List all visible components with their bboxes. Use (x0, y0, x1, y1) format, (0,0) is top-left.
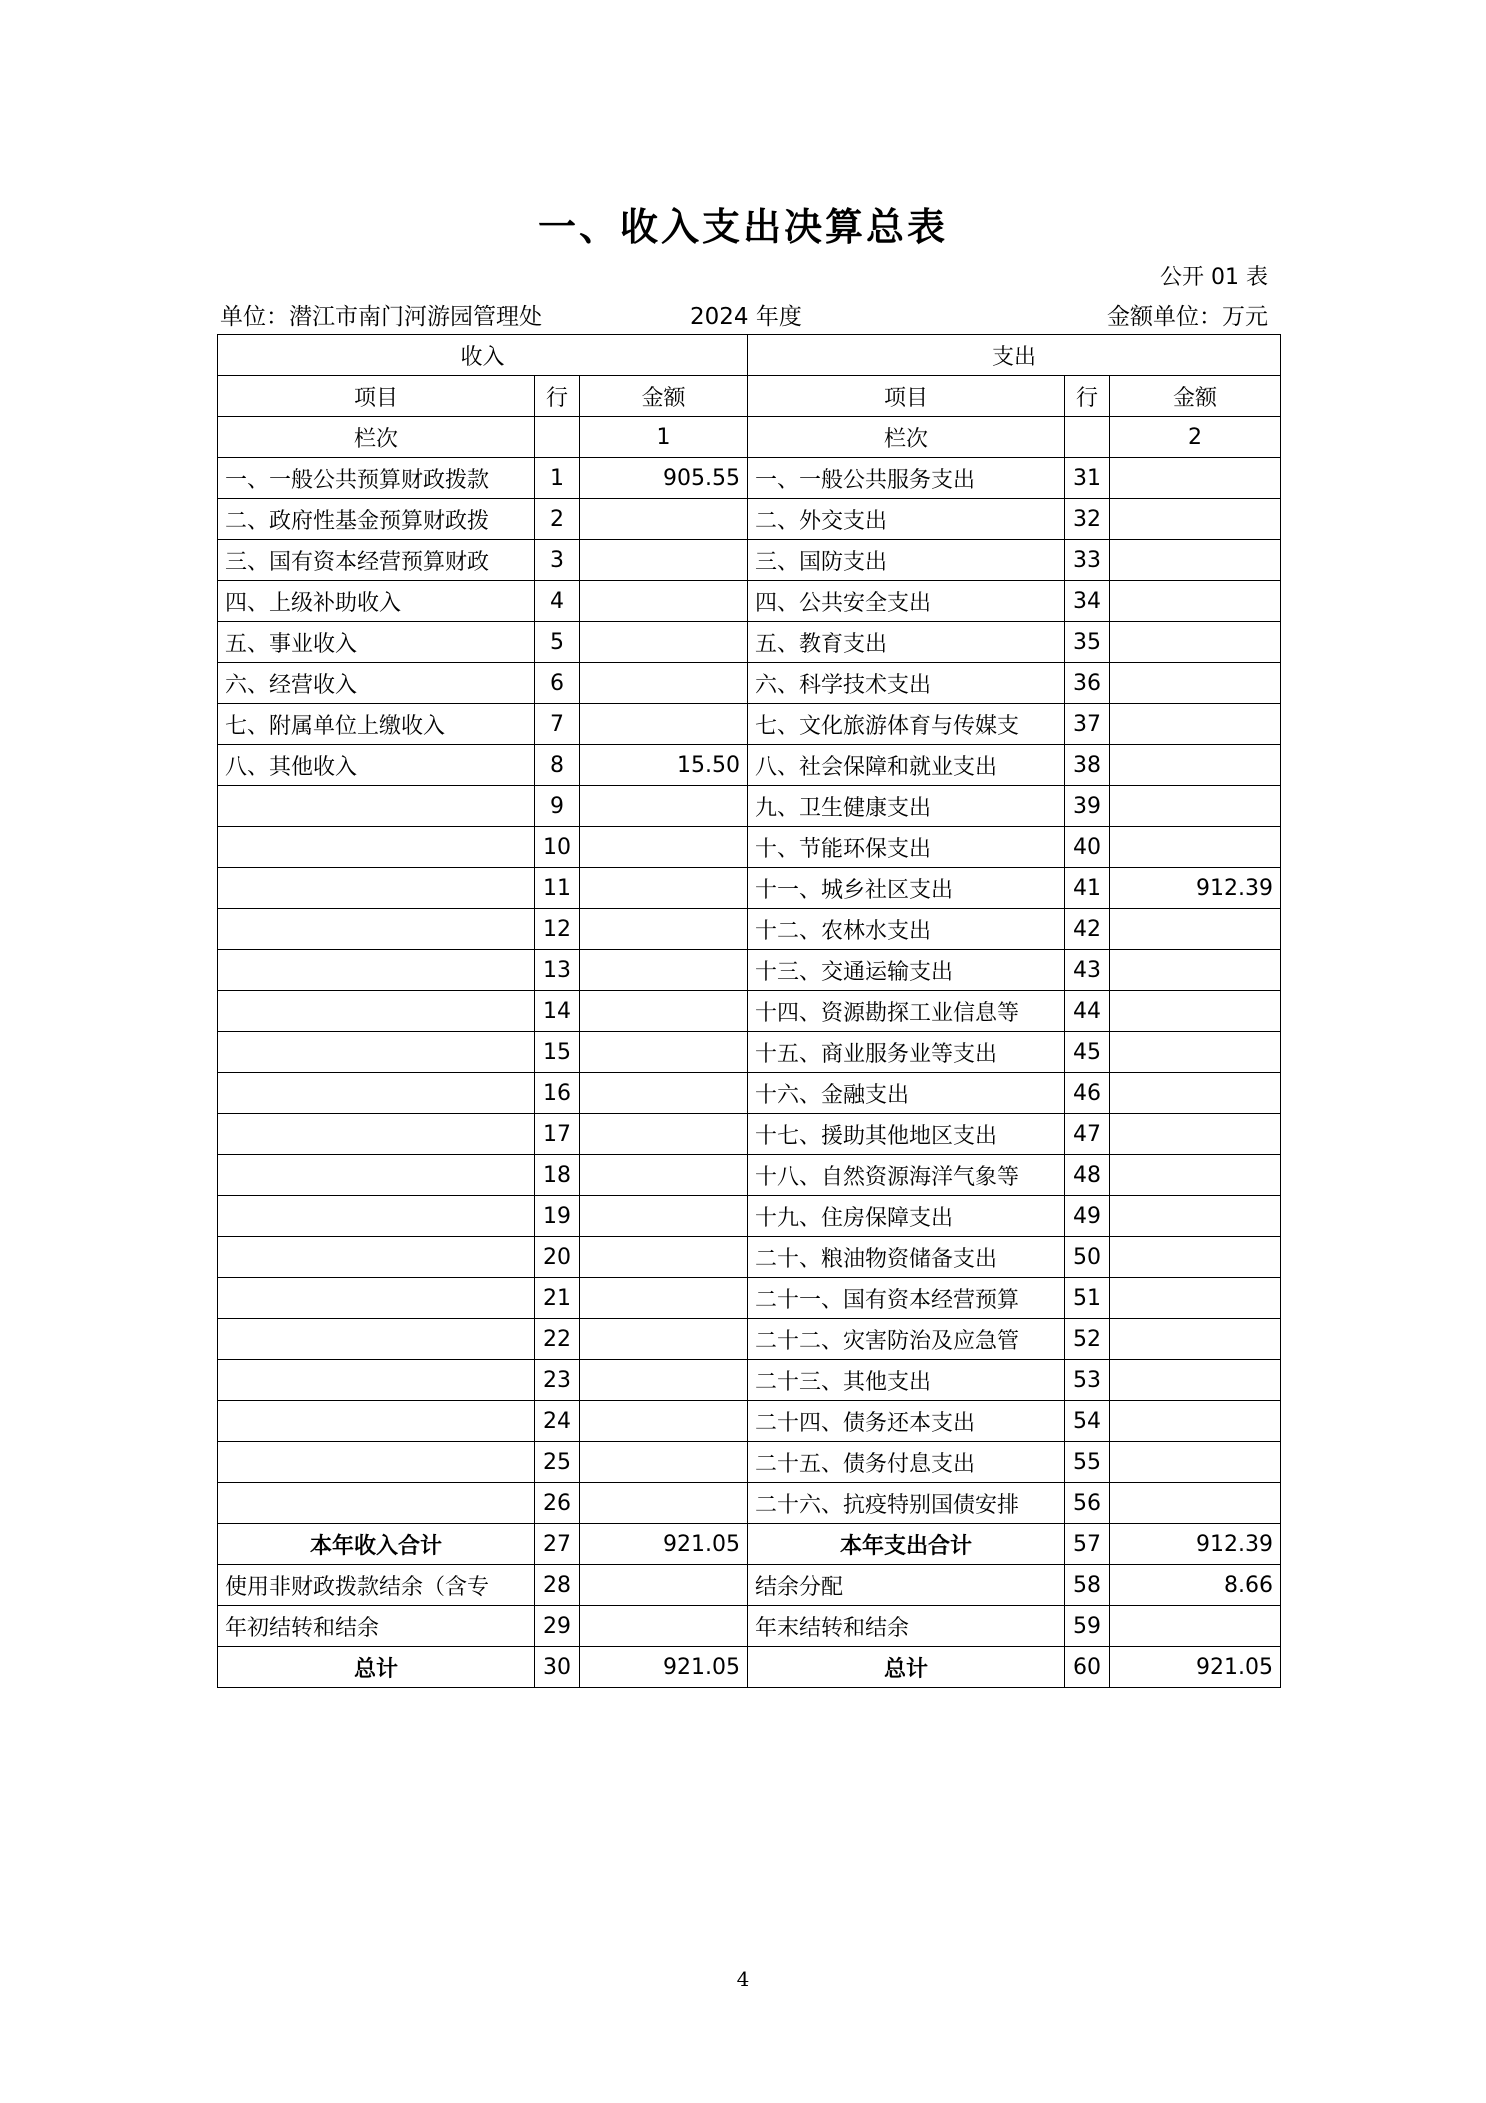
income-item-cell: 二、政府性基金预算财政拨 (218, 499, 535, 540)
expense-item-cell: 二十六、抗疫特别国债安排 (748, 1483, 1065, 1524)
expense-item-cell: 二十三、其他支出 (748, 1360, 1065, 1401)
expense-item-cell: 十、节能环保支出 (748, 827, 1065, 868)
column-header-row (218, 376, 1281, 417)
page-title: 一、收入支出决算总表 (537, 205, 948, 249)
expense-item-cell: 本年支出合计 (748, 1524, 1065, 1565)
income-item-cell (218, 1155, 535, 1196)
income-amount-cell: 921.05 (580, 1647, 748, 1688)
expense-item-cell: 十九、住房保障支出 (748, 1196, 1065, 1237)
budget-summary-table (217, 334, 1281, 1688)
income-row-cell: 15 (535, 1032, 580, 1073)
income-column-label: 栏次 (218, 417, 535, 458)
expense-row-cell: 45 (1065, 1032, 1110, 1073)
table-row (218, 581, 1281, 622)
expense-amount-cell (1110, 1401, 1281, 1442)
income-amount-cell (580, 991, 748, 1032)
table-row (218, 827, 1281, 868)
expense-item-cell: 十二、农林水支出 (748, 909, 1065, 950)
income-amount-cell (580, 581, 748, 622)
expense-amount-cell: 912.39 (1110, 868, 1281, 909)
income-row-cell: 12 (535, 909, 580, 950)
expense-amount-cell (1110, 1237, 1281, 1278)
income-item-cell (218, 1483, 535, 1524)
table-row (218, 1073, 1281, 1114)
expense-item-cell: 十六、金融支出 (748, 1073, 1065, 1114)
expense-row-cell: 38 (1065, 745, 1110, 786)
expense-amount-cell (1110, 1606, 1281, 1647)
expense-amount-cell: 921.05 (1110, 1647, 1281, 1688)
income-row-cell: 1 (535, 458, 580, 499)
income-amount-header: 金额 (580, 376, 748, 417)
income-amount-cell (580, 1237, 748, 1278)
expense-amount-cell (1110, 1278, 1281, 1319)
expense-row-cell: 39 (1065, 786, 1110, 827)
table-row (218, 1483, 1281, 1524)
table-row (218, 1524, 1281, 1565)
income-item-cell (218, 1237, 535, 1278)
income-row-cell: 8 (535, 745, 580, 786)
income-amount-cell: 921.05 (580, 1524, 748, 1565)
income-row-cell: 25 (535, 1442, 580, 1483)
expense-row-cell: 43 (1065, 950, 1110, 991)
income-amount-cell: 15.50 (580, 745, 748, 786)
expense-row-cell: 42 (1065, 909, 1110, 950)
income-item-cell (218, 991, 535, 1032)
expense-item-cell: 年末结转和结余 (748, 1606, 1065, 1647)
expense-row-cell: 58 (1065, 1565, 1110, 1606)
table-row (218, 540, 1281, 581)
income-item-cell (218, 1360, 535, 1401)
income-row-cell: 24 (535, 1401, 580, 1442)
expense-item-cell: 十七、援助其他地区支出 (748, 1114, 1065, 1155)
expense-item-cell: 十三、交通运输支出 (748, 950, 1065, 991)
unit-name: 单位：潜江市南门河游园管理处 (220, 304, 542, 330)
section-header-row (218, 335, 1281, 376)
expense-row-cell: 50 (1065, 1237, 1110, 1278)
table-row (218, 1647, 1281, 1688)
table-row (218, 786, 1281, 827)
expense-amount-cell (1110, 499, 1281, 540)
income-row-cell: 5 (535, 622, 580, 663)
income-item-cell (218, 1319, 535, 1360)
income-amount-cell (580, 1155, 748, 1196)
income-item-cell: 六、经营收入 (218, 663, 535, 704)
income-amount-cell (580, 786, 748, 827)
income-amount-cell (580, 1483, 748, 1524)
table-row (218, 458, 1281, 499)
income-item-cell (218, 827, 535, 868)
income-row-header: 行 (535, 376, 580, 417)
table-row (218, 1196, 1281, 1237)
income-row-cell: 23 (535, 1360, 580, 1401)
expense-amount-cell (1110, 540, 1281, 581)
expense-item-cell: 二十四、债务还本支出 (748, 1401, 1065, 1442)
income-amount-cell (580, 1073, 748, 1114)
income-item-cell (218, 1032, 535, 1073)
expense-amount-cell (1110, 458, 1281, 499)
expense-row-cell: 55 (1065, 1442, 1110, 1483)
expense-row-cell: 31 (1065, 458, 1110, 499)
expense-row-cell: 41 (1065, 868, 1110, 909)
expense-amount-cell (1110, 1073, 1281, 1114)
expense-row-cell: 33 (1065, 540, 1110, 581)
income-amount-cell (580, 1032, 748, 1073)
table-row (218, 950, 1281, 991)
expense-row-cell: 60 (1065, 1647, 1110, 1688)
income-amount-cell (580, 950, 748, 991)
income-item-cell (218, 950, 535, 991)
income-row-cell: 27 (535, 1524, 580, 1565)
expense-row-cell: 32 (1065, 499, 1110, 540)
income-row-cell: 30 (535, 1647, 580, 1688)
income-amount-cell (580, 540, 748, 581)
income-item-cell: 五、事业收入 (218, 622, 535, 663)
income-item-cell (218, 1073, 535, 1114)
income-row-cell: 29 (535, 1606, 580, 1647)
income-amount-cell (580, 868, 748, 909)
expense-row-cell: 48 (1065, 1155, 1110, 1196)
expense-item-cell: 二、外交支出 (748, 499, 1065, 540)
table-row (218, 663, 1281, 704)
page-number: 4 (736, 1967, 750, 1991)
expense-amount-cell (1110, 991, 1281, 1032)
expense-item-cell: 五、教育支出 (748, 622, 1065, 663)
income-amount-cell (580, 1360, 748, 1401)
income-item-cell: 一、一般公共预算财政拨款 (218, 458, 535, 499)
income-row-cell: 19 (535, 1196, 580, 1237)
expense-item-cell: 一、一般公共服务支出 (748, 458, 1065, 499)
expense-amount-cell (1110, 1196, 1281, 1237)
income-item-cell: 年初结转和结余 (218, 1606, 535, 1647)
expense-row-cell: 59 (1065, 1606, 1110, 1647)
table-row (218, 499, 1281, 540)
expense-amount-cell (1110, 1360, 1281, 1401)
expense-item-cell: 十四、资源勘探工业信息等 (748, 991, 1065, 1032)
income-item-cell: 四、上级补助收入 (218, 581, 535, 622)
income-item-cell: 使用非财政拨款结余（含专 (218, 1565, 535, 1606)
income-row-cell: 6 (535, 663, 580, 704)
income-amount-cell (580, 1114, 748, 1155)
income-row-cell: 16 (535, 1073, 580, 1114)
money-unit: 金额单位：万元 (1107, 304, 1268, 330)
table-row (218, 1360, 1281, 1401)
income-row-cell: 4 (535, 581, 580, 622)
income-amount-cell (580, 1278, 748, 1319)
income-item-header: 项目 (218, 376, 535, 417)
table-row (218, 1401, 1281, 1442)
expense-amount-cell (1110, 950, 1281, 991)
expense-row-cell: 34 (1065, 581, 1110, 622)
table-row (218, 1114, 1281, 1155)
income-amount-cell (580, 704, 748, 745)
expense-row-cell: 57 (1065, 1524, 1110, 1565)
expense-row-cell: 53 (1065, 1360, 1110, 1401)
income-item-cell (218, 1401, 535, 1442)
column-index-row (218, 417, 1281, 458)
expense-row-cell: 46 (1065, 1073, 1110, 1114)
income-amount-cell (580, 1565, 748, 1606)
income-amount-cell (580, 1401, 748, 1442)
expense-row-cell: 56 (1065, 1483, 1110, 1524)
expense-amount-cell (1110, 745, 1281, 786)
expense-header: 支出 (748, 335, 1281, 376)
expense-amount-cell (1110, 909, 1281, 950)
table-row (218, 622, 1281, 663)
expense-row-header: 行 (1065, 376, 1110, 417)
income-item-cell (218, 1196, 535, 1237)
expense-row-cell: 49 (1065, 1196, 1110, 1237)
income-row-cell: 11 (535, 868, 580, 909)
expense-amount-cell: 8.66 (1110, 1565, 1281, 1606)
income-item-cell: 本年收入合计 (218, 1524, 535, 1565)
expense-amount-cell (1110, 663, 1281, 704)
income-item-cell (218, 909, 535, 950)
expense-amount-cell (1110, 827, 1281, 868)
expense-item-cell: 结余分配 (748, 1565, 1065, 1606)
expense-amount-cell (1110, 1032, 1281, 1073)
expense-amount-cell: 912.39 (1110, 1524, 1281, 1565)
income-amount-cell (580, 1196, 748, 1237)
income-row-cell: 26 (535, 1483, 580, 1524)
income-column-number: 1 (580, 417, 748, 458)
expense-row-cell: 47 (1065, 1114, 1110, 1155)
income-row-cell: 18 (535, 1155, 580, 1196)
income-row-cell: 13 (535, 950, 580, 991)
expense-amount-cell (1110, 581, 1281, 622)
income-row-cell: 21 (535, 1278, 580, 1319)
expense-amount-cell (1110, 622, 1281, 663)
table-row (218, 1319, 1281, 1360)
income-row-cell: 17 (535, 1114, 580, 1155)
income-amount-cell (580, 622, 748, 663)
expense-row-cell: 37 (1065, 704, 1110, 745)
expense-item-cell: 总计 (748, 1647, 1065, 1688)
income-amount-cell (580, 1442, 748, 1483)
income-item-cell: 三、国有资本经营预算财政 (218, 540, 535, 581)
expense-amount-cell (1110, 1114, 1281, 1155)
expense-amount-cell (1110, 704, 1281, 745)
table-row (218, 1606, 1281, 1647)
expense-item-cell: 二十一、国有资本经营预算 (748, 1278, 1065, 1319)
expense-item-cell: 二十五、债务付息支出 (748, 1442, 1065, 1483)
expense-item-cell: 六、科学技术支出 (748, 663, 1065, 704)
expense-column-label: 栏次 (748, 417, 1065, 458)
expense-row-cell: 44 (1065, 991, 1110, 1032)
income-row-cell: 2 (535, 499, 580, 540)
income-row-cell: 22 (535, 1319, 580, 1360)
income-item-cell (218, 1442, 535, 1483)
income-row-cell: 20 (535, 1237, 580, 1278)
table-row (218, 909, 1281, 950)
expense-item-cell: 十八、自然资源海洋气象等 (748, 1155, 1065, 1196)
table-row (218, 704, 1281, 745)
table-row (218, 868, 1281, 909)
expense-amount-cell (1110, 1155, 1281, 1196)
expense-item-cell: 十一、城乡社区支出 (748, 868, 1065, 909)
expense-row-cell: 54 (1065, 1401, 1110, 1442)
expense-row-cell: 40 (1065, 827, 1110, 868)
fiscal-year: 2024 年度 (690, 304, 802, 330)
expense-row-cell: 52 (1065, 1319, 1110, 1360)
income-row-cell: 10 (535, 827, 580, 868)
income-item-cell: 七、附属单位上缴收入 (218, 704, 535, 745)
expense-column-number: 2 (1110, 417, 1281, 458)
expense-amount-cell (1110, 786, 1281, 827)
table-number: 公开 01 表 (1160, 265, 1268, 290)
table-row (218, 1155, 1281, 1196)
table-row (218, 1032, 1281, 1073)
expense-item-header: 项目 (748, 376, 1065, 417)
income-amount-cell (580, 909, 748, 950)
income-item-cell: 总计 (218, 1647, 535, 1688)
income-row-cell: 14 (535, 991, 580, 1032)
income-row-cell: 28 (535, 1565, 580, 1606)
expense-item-cell: 二十二、灾害防治及应急管 (748, 1319, 1065, 1360)
expense-item-cell: 二十、粮油物资储备支出 (748, 1237, 1065, 1278)
income-amount-cell (580, 499, 748, 540)
table-row (218, 991, 1281, 1032)
income-amount-cell (580, 1606, 748, 1647)
income-row-cell: 7 (535, 704, 580, 745)
expense-amount-cell (1110, 1442, 1281, 1483)
expense-item-cell: 三、国防支出 (748, 540, 1065, 581)
expense-row-cell: 51 (1065, 1278, 1110, 1319)
income-amount-cell (580, 663, 748, 704)
table-row (218, 1442, 1281, 1483)
income-row-cell: 9 (535, 786, 580, 827)
expense-amount-cell (1110, 1319, 1281, 1360)
expense-amount-header: 金额 (1110, 376, 1281, 417)
expense-row-cell: 35 (1065, 622, 1110, 663)
income-item-cell (218, 786, 535, 827)
income-amount-cell: 905.55 (580, 458, 748, 499)
expense-item-cell: 七、文化旅游体育与传媒支 (748, 704, 1065, 745)
table-row (218, 1237, 1281, 1278)
income-item-cell (218, 1114, 535, 1155)
income-row-cell: 3 (535, 540, 580, 581)
expense-item-cell: 八、社会保障和就业支出 (748, 745, 1065, 786)
expense-item-cell: 九、卫生健康支出 (748, 786, 1065, 827)
expense-item-cell: 十五、商业服务业等支出 (748, 1032, 1065, 1073)
empty-cell (535, 417, 580, 458)
income-amount-cell (580, 1319, 748, 1360)
table-row (218, 1565, 1281, 1606)
table-row (218, 745, 1281, 786)
income-amount-cell (580, 827, 748, 868)
empty-cell (1065, 417, 1110, 458)
expense-item-cell: 四、公共安全支出 (748, 581, 1065, 622)
expense-amount-cell (1110, 1483, 1281, 1524)
income-item-cell (218, 868, 535, 909)
expense-row-cell: 36 (1065, 663, 1110, 704)
income-header: 收入 (218, 335, 748, 376)
income-item-cell (218, 1278, 535, 1319)
table-row (218, 1278, 1281, 1319)
income-item-cell: 八、其他收入 (218, 745, 535, 786)
